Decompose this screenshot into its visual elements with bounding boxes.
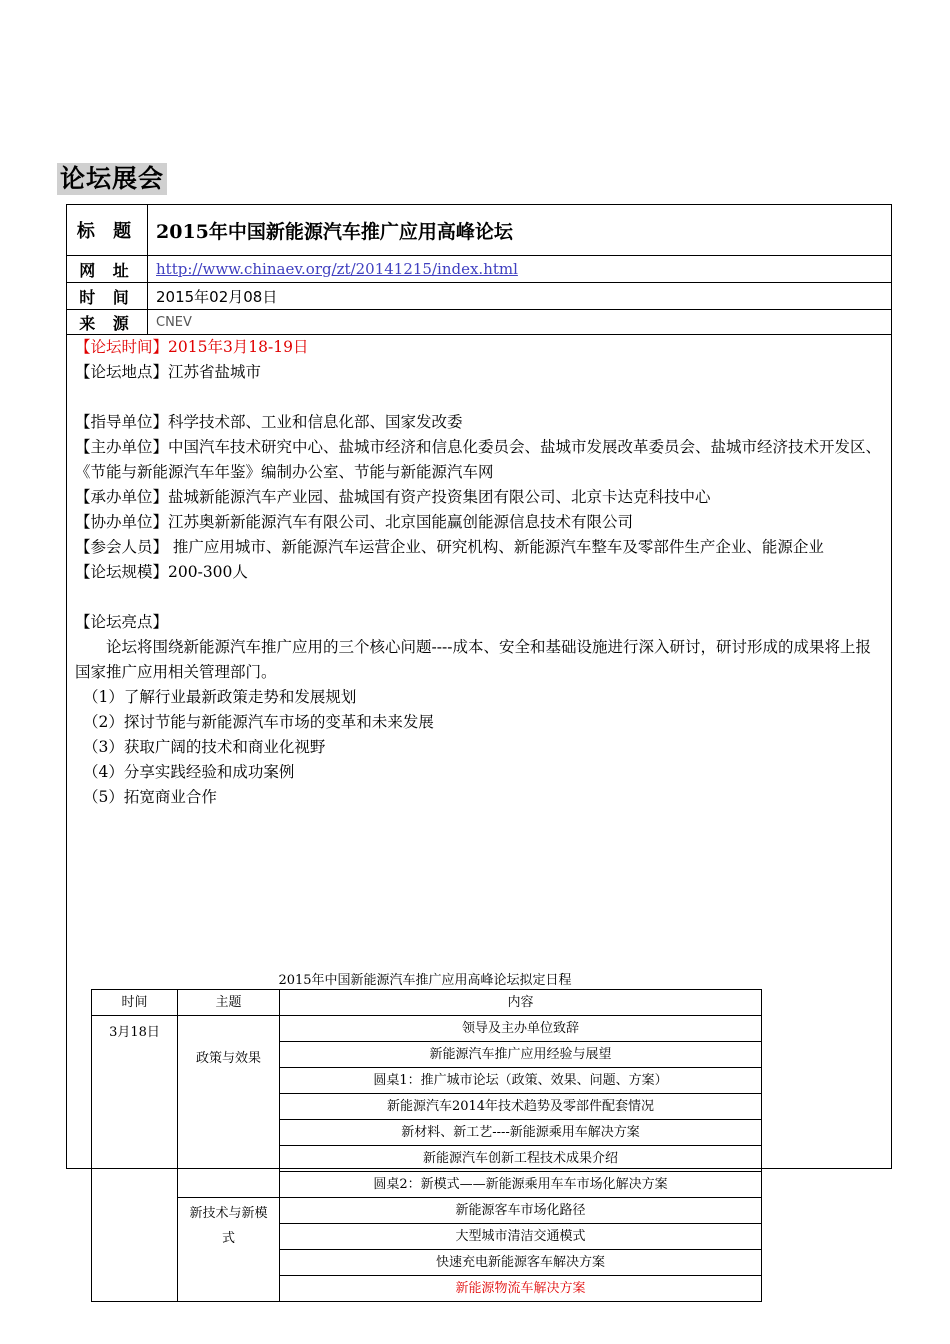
table-header-row [92,990,762,1016]
source-row [67,310,891,335]
forum-time: 【论坛时间】2015年3月18-19日 [75,338,309,356]
source-value: CNEV [156,314,192,330]
schedule-title: 2015年中国新能源汽车推广应用高峰论坛拟定日程 [278,973,572,988]
source-label: 来 源 [67,310,148,334]
schedule-item: 新能源汽车创新工程技术成果介绍 [280,1146,762,1172]
section-title: 论坛展会 [57,163,167,195]
forum-scale: 【论坛规模】200-300人 [75,563,248,581]
table-row [92,1198,762,1224]
host-units: 【主办单位】中国汽车技术研究中心、盐城市经济和信息化委员会、盐城市发展改革委员会、盐城市经济技术开发区、《节能与新能源汽车年鉴》编制办公室、节能与新能源汽车网 [75,438,882,481]
schedule-item: 新能源汽车2014年技术趋势及零部件配套情况 [280,1094,762,1120]
list-item: （3）获取广阔的技术和商业化视野 [83,738,326,756]
schedule-item: 大型城市清洁交通模式 [280,1224,762,1250]
article-body [75,335,883,1296]
schedule-item: 圆桌2：新模式——新能源乘用车车市场化解决方案 [280,1172,762,1198]
schedule-item-highlight: 新能源物流车解决方案 [280,1276,762,1302]
highlights-title: 【论坛亮点】 [75,613,169,631]
title-label: 标 题 [67,205,148,255]
co-organizer-units: 【协办单位】江苏奥新新能源汽车有限公司、北京国能赢创能源信息技术有限公司 [75,513,634,531]
header-theme: 主题 [178,990,280,1016]
header-time: 时间 [92,990,178,1016]
article-title: 2015年中国新能源汽车推广应用高峰论坛 [156,220,513,243]
header-content: 内容 [280,990,762,1016]
url-label: 网 址 [67,256,148,282]
list-item: （2）探讨节能与新能源汽车市场的变革和未来发展 [83,713,434,731]
schedule-item: 新材料、新工艺----新能源乘用车解决方案 [280,1120,762,1146]
schedule-item: 新能源汽车推广应用经验与展望 [280,1042,762,1068]
schedule-item: 新能源客车市场化路径 [280,1198,762,1224]
schedule-table [91,989,762,1302]
date-row [67,283,891,310]
list-item: （5）拓宽商业合作 [83,788,217,806]
list-item: （4）分享实践经验和成功案例 [83,763,295,781]
schedule-item: 圆桌1：推广城市论坛（政策、效果、问题、方案） [280,1068,762,1094]
schedule-item: 快速充电新能源客车解决方案 [280,1250,762,1276]
list-item: （1）了解行业最新政策走势和发展规划 [83,688,357,706]
date-value: 2015年02月08日 [156,287,278,306]
url-row [67,256,891,283]
highlights-text: 论坛将围绕新能源汽车推广应用的三个核心问题----成本、安全和基础设施进行深入研讨，研讨形成的成果将上报国家推广应用相关管理部门。 [75,638,871,681]
guide-units: 【指导单位】科学技术部、工业和信息化部、国家发改委 [75,413,463,431]
schedule-item: 领导及主办单位致辞 [280,1016,762,1042]
article-frame [66,204,892,1296]
forum-place: 【论坛地点】江苏省盐城市 [75,363,262,381]
theme-policy-cell: 政策与效果 [178,1016,280,1198]
source-url-link[interactable]: http://www.chinaev.org/zt/20141215/index.html [156,260,518,278]
title-row [67,205,891,256]
theme-tech-cell: 新技术与新模式 [178,1198,280,1302]
date-label: 时 间 [67,283,148,309]
organizer-units: 【承办单位】盐城新能源汽车产业园、盐城国有资产投资集团有限公司、北京卡达克科技中心 [75,488,711,506]
date-cell: 3月18日 [92,1016,178,1302]
table-row [92,1016,762,1042]
attendees: 【参会人员】 推广应用城市、新能源汽车运营企业、研究机构、新能源汽车整车及零部件生产企业、能源企业 [75,538,824,556]
